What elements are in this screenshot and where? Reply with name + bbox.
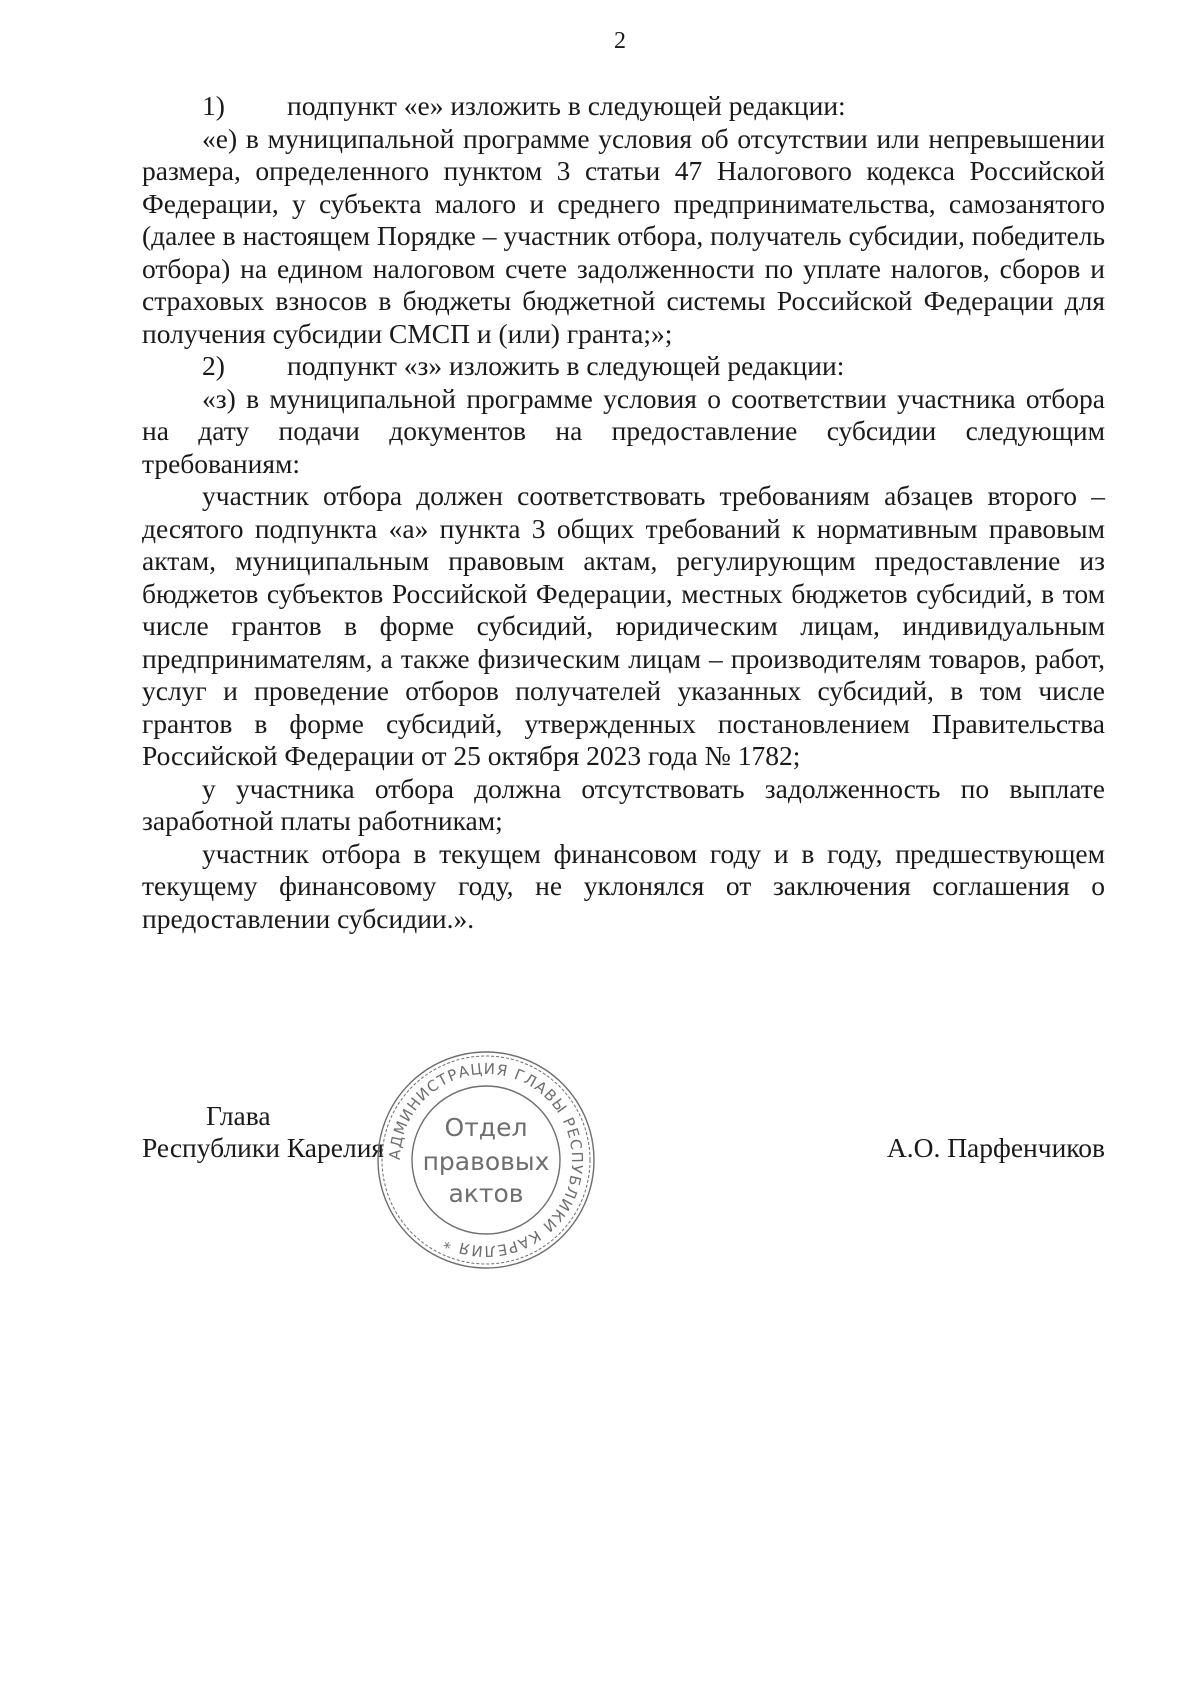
stamp-ring-text: АДМИНИСТРАЦИЯ ГЛАВЫ РЕСПУБЛИКИ КАРЕЛИЯ *: [385, 1059, 587, 1261]
signatory-name: А.О. Парфенчиков: [886, 1132, 1105, 1163]
signatory-title-line2: Республики Карелия: [142, 1132, 385, 1163]
list-item-number: 2): [202, 350, 225, 381]
paragraph-salary-debt: у участника отбора должна отсутствовать задолженность по выплате заработной платы работникам;: [142, 772, 1105, 836]
stamp-line-1: Отдел: [444, 1113, 528, 1142]
list-item-text: подпункт «е» изложить в следующей редакции:: [287, 90, 846, 121]
list-item-1: [142, 90, 1105, 123]
document-body: [142, 90, 1105, 935]
stamp-line-3: актов: [448, 1179, 524, 1208]
paragraph-requirements: участник отбора должен соответствовать требованиям абзацев второго – десятого подпункта «а» пункта 3 общих требований к нормативным правовым актам, муниципальным правовым актам, регулирующим предоставление из бюджетов субъектов Российской Федерации, местных бюджетов субсидий, в том числе грантов в форме субсидий, юридическим лицам, индивидуальным предпринимателям, а также физическим лицам – производителям товаров, работ, услуг и проведение отборов получателей указанных субсидий, в том числе грантов в форме субсидий, утвержденных постановлением Правительства Российской Федерации от 25 октября 2023 года № 1782;: [142, 480, 1105, 771]
paragraph-agreement: участник отбора в текущем финансовом году и в году, предшествующем текущему финансовому году, не уклонялся от заключения соглашения о предоставлении субсидии.».: [142, 837, 1105, 934]
paragraph-subitem-e: «е) в муниципальной программе условия об отсутствии или непревышении размера, определенного пунктом 3 статьи 47 Налогового кодекса Российской Федерации, у субъекта малого и среднего предпринимательства, самозанятого (далее в настоящем Порядке – участник отбора, получатель субсидии, победитель отбора) на едином налоговом счете задолженности по уплате налогов, сборов и страховых взносов в бюджеты бюджетной системы Российской Федерации для получения субсидии СМСП и (или) гранта;»;: [142, 122, 1105, 349]
stamp-line-2: правовых: [422, 1147, 550, 1176]
list-item-text: подпункт «з» изложить в следующей редакции:: [287, 350, 845, 381]
signatory-title-line1: Глава: [206, 1100, 271, 1131]
paragraph-subitem-z: «з) в муниципальной программе условия о соответствии участника отбора на дату подачи документов на предоставление субсидии следующим требованиям:: [142, 382, 1105, 479]
list-item-2: [142, 350, 1105, 383]
signature-block: [142, 1100, 1105, 1180]
page-number: 2: [614, 28, 626, 54]
official-stamp: [374, 1048, 598, 1272]
list-item-number: 1): [202, 90, 225, 121]
